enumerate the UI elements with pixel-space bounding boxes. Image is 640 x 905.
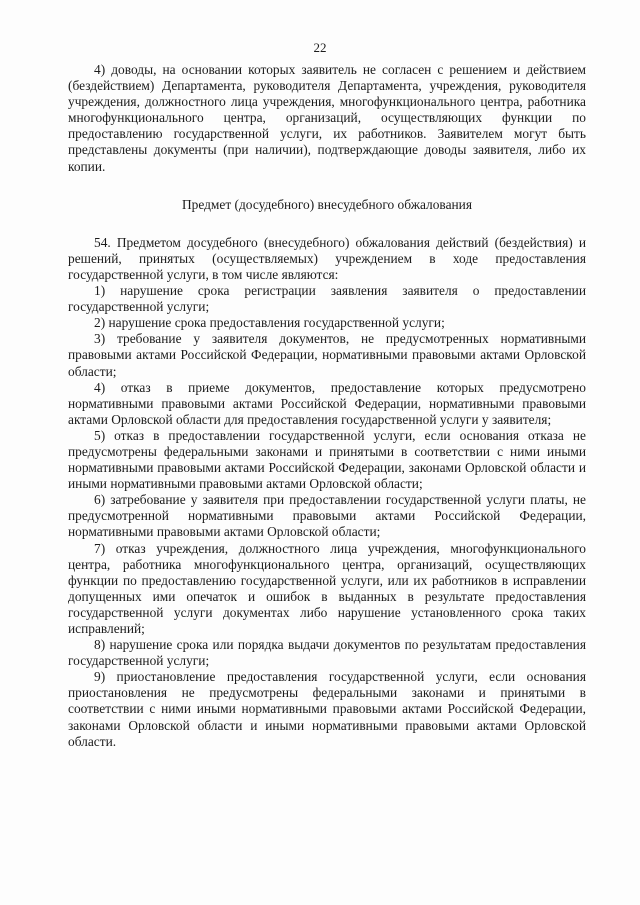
list-item-3: 3) требование у заявителя документов, не предусмотренных нормативными правовыми актами Российской Федерации, нормативными правовыми актами Орловской области; — [68, 331, 586, 379]
list-item-9: 9) приостановление предоставления государственной услуги, если основания приостановления не предусмотрены федеральными законами и принятыми в соответствии с ними иными нормативными правовыми актами Российской Федерации, законами Орловской области и иными нормативными правовыми актами Орловской области. — [68, 669, 586, 749]
list-item-6: 6) затребование у заявителя при предоставлении государственной услуги платы, не предусмотренной нормативными правовыми актами Российской Федерации, нормативными правовыми актами Орловской области; — [68, 492, 586, 540]
list-item-1: 1) нарушение срока регистрации заявления заявителя о предоставлении государственной услуги; — [68, 283, 586, 315]
document-body — [68, 62, 586, 750]
list-item-5: 5) отказ в предоставлении государственной услуги, если основания отказа не предусмотрены федеральными законами и принятыми в соответствии с ними иными нормативными правовыми актами Российской Федерации, законами Орловской области и иными нормативными правовыми актами Орловской области; — [68, 427, 586, 492]
list-item-7: 7) отказ учреждения, должностного лица учреждения, многофункционального центра, работника многофункционального центра, организаций, осуществляющих функции по предоставлению государственной услуги, или их работников в исправлении допущенных ими опечаток и ошибок в выданных в результате предоставления государственной услуги документах либо нарушение установленного срока таких исправлений; — [68, 540, 586, 636]
page-number: 22 — [313, 40, 327, 55]
list-item-8: 8) нарушение срока или порядка выдачи документов по результатам предоставления государственной услуги; — [68, 637, 586, 669]
paragraph-grounds: 4) доводы, на основании которых заявитель не согласен с решением и действием (бездействием) Департамента, руководителя Департамента, учреждения, руководителя учреждения, должностного лица учреждения, многофункционального центра, работника многофункционального центра, организаций, осуществляющих функции по предоставлению государственной услуги, их работников. Заявителем могут быть представлены документы (при наличии), подтверждающие доводы заявителя, либо их копии. — [68, 62, 586, 174]
list-item-4: 4) отказ в приеме документов, предоставление которых предусмотрено нормативными правовыми актами Российской Федерации, нормативными правовыми актами Орловской области для предоставления государственной услуги у заявителя; — [68, 379, 586, 427]
paragraph-54-intro: 54. Предметом досудебного (внесудебного) обжалования действий (бездействия) и решений, принятых (осуществляемых) учреждением в ходе предоставления государственной услуги, в том числе являются: — [68, 234, 586, 282]
section-heading: Предмет (досудебного) внесудебного обжалования — [181, 196, 473, 212]
list-item-2: 2) нарушение срока предоставления государственной услуги; — [94, 315, 445, 331]
